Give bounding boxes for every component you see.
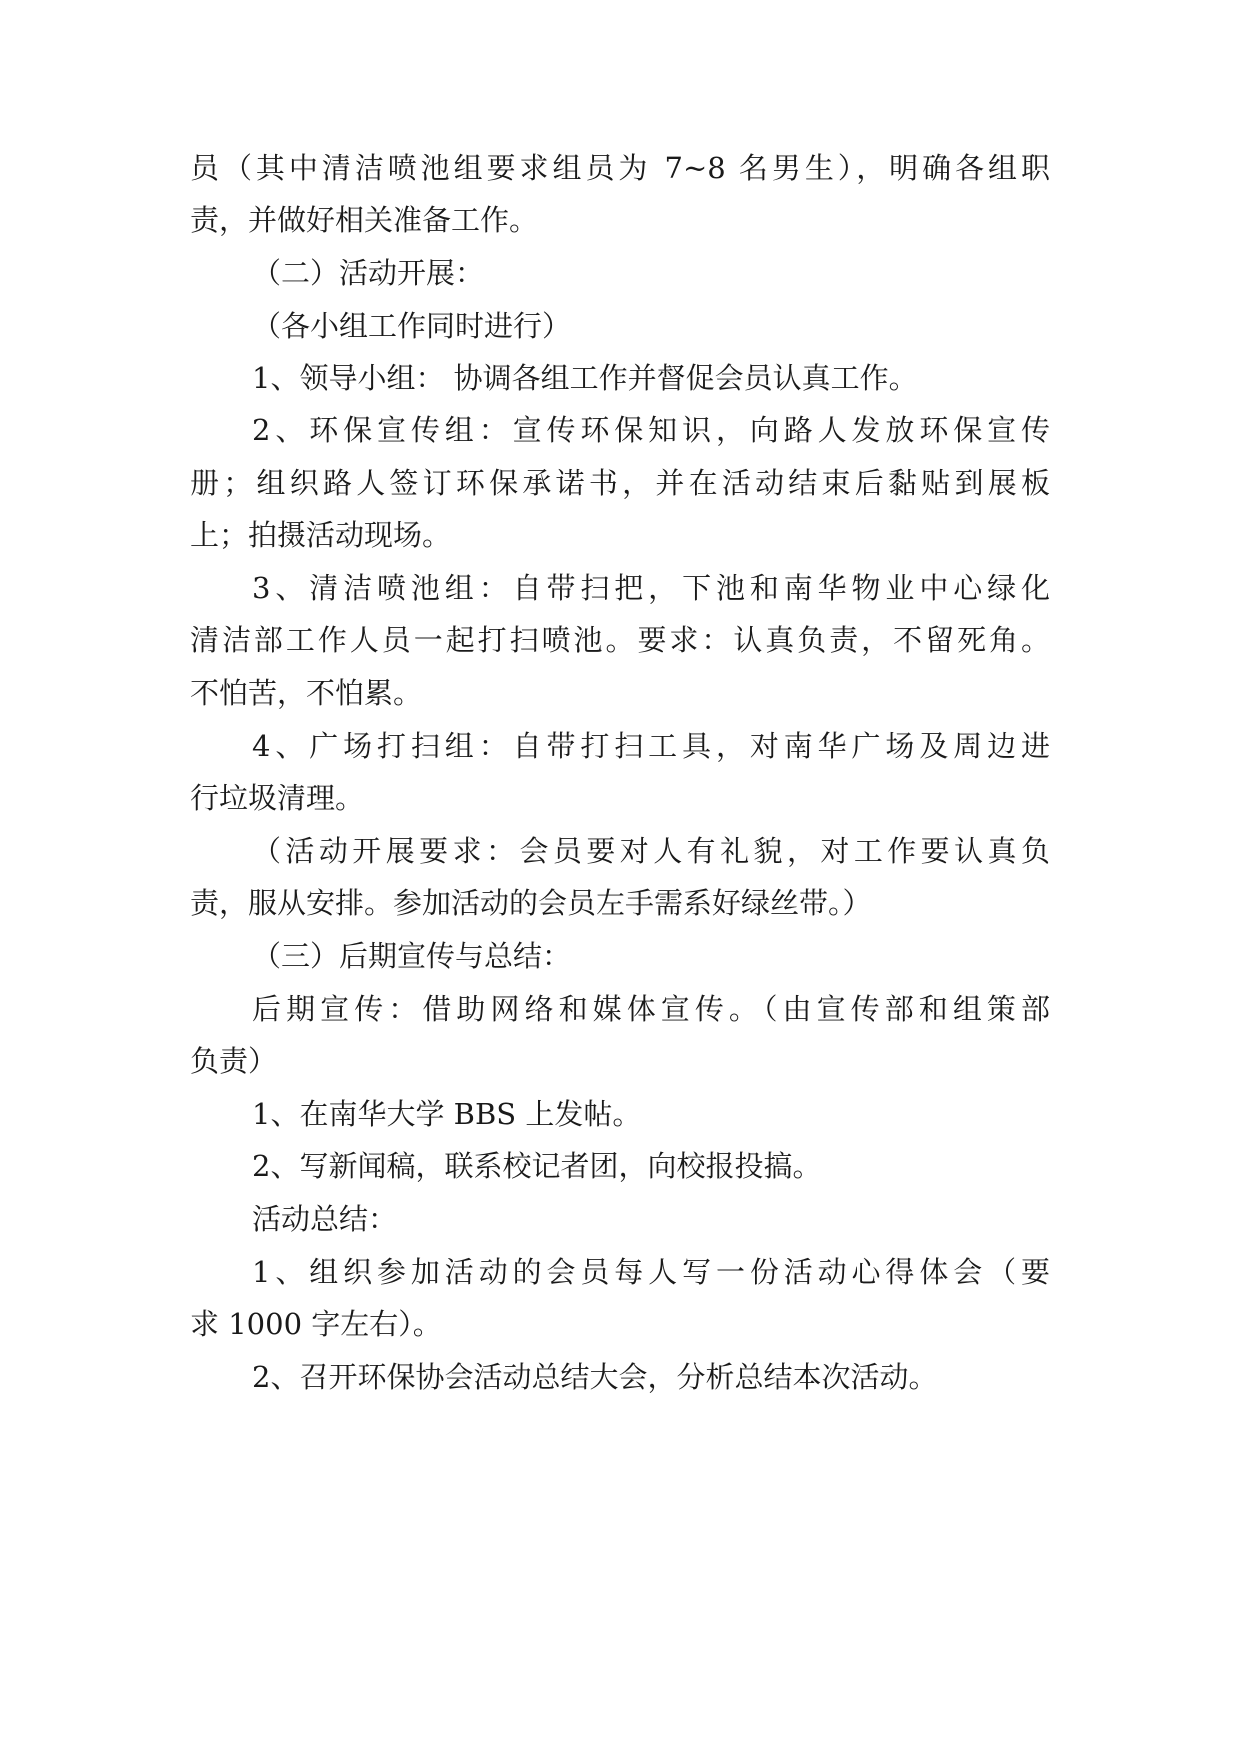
list-item: 2、召开环保协会活动总结大会，分析总结本次活动。 <box>252 1360 938 1394</box>
paragraph-line: 册；组织路人签订环保承诺书，并在活动结束后黏贴到展板 <box>190 466 1050 500</box>
paragraph-line: 清洁部工作人员一起打扫喷池。要求：认真负责，不留死角。 <box>190 623 1050 657</box>
paragraph-line: 求 1000 字左右）。 <box>190 1307 442 1341</box>
list-item: 2、环保宣传组：宣传环保知识，向路人发放环保宣传 <box>252 413 1050 447</box>
list-item: 4、广场打扫组：自带打扫工具，对南华广场及周边进 <box>252 729 1050 763</box>
paragraph-line: 后期宣传：借助网络和媒体宣传。（由宣传部和组策部 <box>252 992 1050 1026</box>
paragraph-line: 上；拍摄活动现场。 <box>190 518 452 552</box>
paragraph-line: （各小组工作同时进行） <box>252 309 572 343</box>
paragraph-line: 责，并做好相关准备工作。 <box>190 203 539 237</box>
section-heading: （二）活动开展： <box>252 256 485 290</box>
section-heading: （三）后期宣传与总结： <box>252 939 572 973</box>
paragraph-line: 行垃圾清理。 <box>190 781 365 815</box>
list-item: 3、清洁喷池组：自带扫把，下池和南华物业中心绿化 <box>252 571 1050 605</box>
paragraph-line: 员（其中清洁喷池组要求组员为 7~8 名男生），明确各组职 <box>190 151 1050 185</box>
paragraph-line: （活动开展要求：会员要对人有礼貌，对工作要认真负 <box>252 834 1050 868</box>
list-item: 2、写新闻稿，联系校记者团，向校报投搞。 <box>252 1149 822 1183</box>
list-item: 1、领导小组： 协调各组工作并督促会员认真工作。 <box>252 361 918 395</box>
paragraph-line: 不怕苦，不怕累。 <box>190 676 423 710</box>
subheading: 活动总结： <box>252 1202 398 1236</box>
list-item: 1、组织参加活动的会员每人写一份活动心得体会（要 <box>252 1255 1050 1289</box>
paragraph-line: 责，服从安排。参加活动的会员左手需系好绿丝带。） <box>190 886 872 920</box>
list-item: 1、在南华大学 BBS 上发帖。 <box>252 1097 642 1131</box>
paragraph-line: 负责） <box>190 1044 278 1078</box>
